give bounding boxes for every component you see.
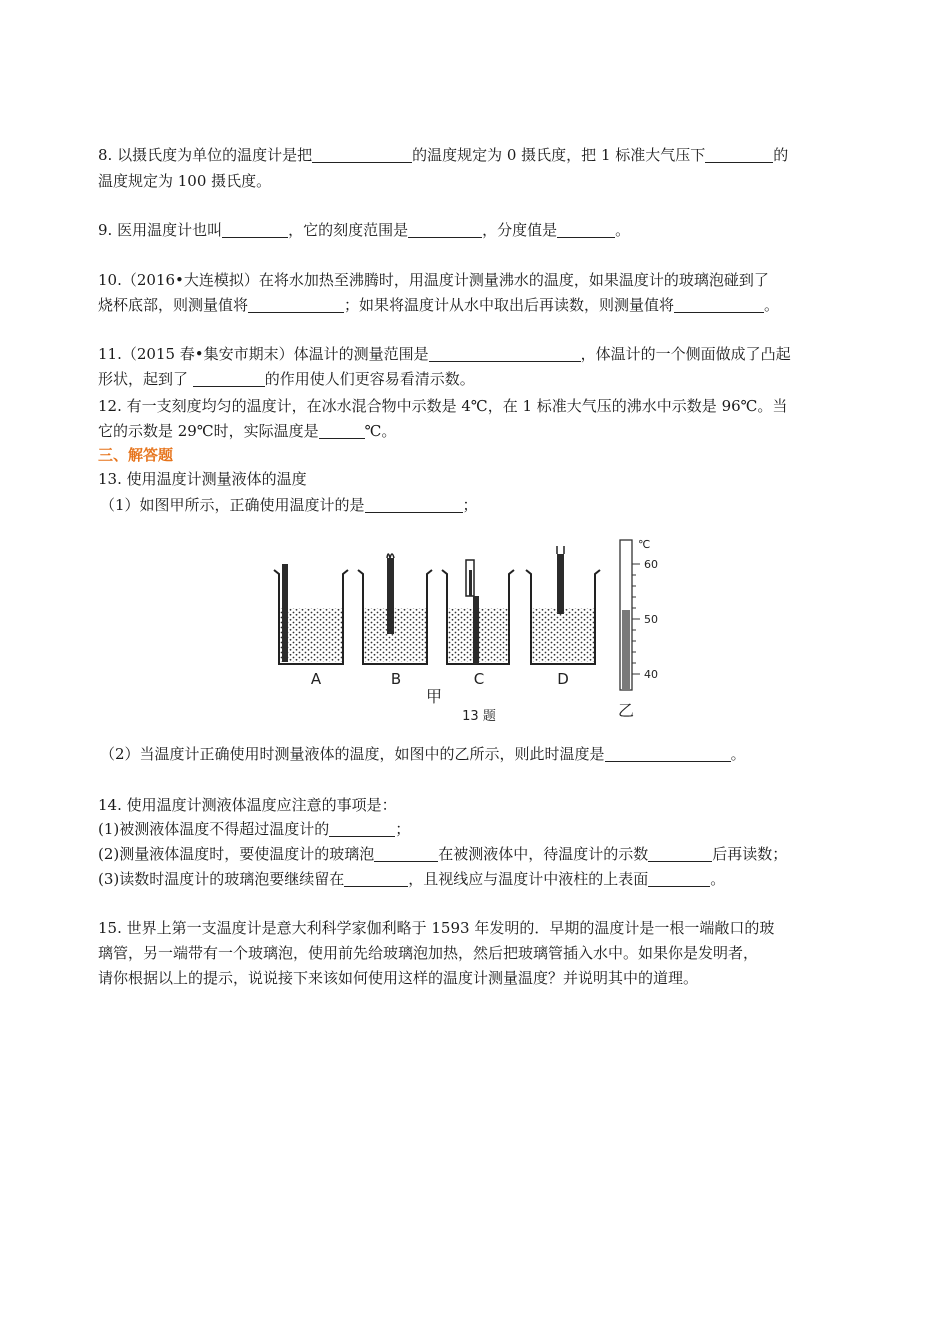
q11-text-a: 11.（2015 春•集安市期末）体温计的测量范围是: [98, 345, 429, 363]
q13-part-1: [100, 495, 478, 515]
q14-blank-3[interactable]: [648, 845, 712, 862]
q12-text-c: ℃。: [364, 422, 397, 440]
q13-title: [98, 469, 307, 489]
q9-blank-3[interactable]: [557, 221, 615, 238]
q13-part-2: [100, 744, 746, 764]
thermometer-b: [387, 558, 394, 634]
q8-line-1: [98, 145, 788, 165]
q12-text-a: 12. 有一支刻度均匀的温度计，在冰水混合物中示数是 4℃，在 1 标准大气压的沸水中示数是 96℃。当: [98, 397, 788, 415]
q13-part2-text-a: （2）当温度计正确使用时测量液体的温度，如图中的乙所示，则此时温度是: [100, 745, 605, 763]
thermometer-a: [282, 564, 288, 662]
tick-60: 60: [644, 558, 658, 571]
q15-line-3: [98, 968, 698, 988]
beaker-a: [274, 564, 348, 664]
q13-part2-text-b: 。: [730, 745, 746, 763]
q14-title-text: 14. 使用温度计测液体温度应注意的事项是：: [98, 796, 397, 814]
q8-line-2: [98, 171, 271, 191]
q14-item2-text-a: (2)测量液体温度时，要使温度计的玻璃泡: [98, 845, 375, 863]
q13-part1-text-b: ；: [462, 496, 478, 514]
q14-item-1: [98, 819, 410, 839]
q14-blank-5[interactable]: [648, 870, 710, 887]
q10-line-1: [98, 270, 769, 290]
scale-unit: ℃: [638, 538, 651, 551]
q15-text-2: 璃管，另一端带有一个玻璃泡，使用前先给玻璃泡加热，然后把玻璃管插入水中。如果你是发明者，: [98, 944, 759, 962]
q9-blank-1[interactable]: [222, 221, 288, 238]
q11-text-d: 的作用使人们更容易看清示数。: [264, 370, 475, 388]
beaker-c: [442, 560, 514, 664]
tick-50: 50: [644, 613, 658, 626]
q10-text-b: 烧杯底部，则测量值将: [98, 296, 249, 314]
q14-item-3: [98, 869, 725, 889]
label-a: A: [310, 670, 322, 688]
label-yi: 乙: [617, 701, 635, 720]
label-c: C: [473, 670, 485, 688]
q10-text-a: 10.（2016•大连模拟）在将水加热至沸腾时，用温度计测量沸水的温度，如果温度计的玻璃泡碰到了: [98, 271, 769, 289]
thermometer-yi: [620, 538, 658, 690]
thermometer-figure: [268, 536, 678, 730]
q14-title: [98, 795, 397, 815]
q13-part1-text-a: （1）如图甲所示，正确使用温度计的是: [100, 496, 365, 514]
q14-item3-text-c: 。: [710, 870, 726, 888]
q9-text-c: ，分度值是: [482, 221, 558, 239]
q8-blank-1[interactable]: [312, 146, 412, 163]
q11-blank-1[interactable]: [429, 345, 581, 362]
q14-blank-1[interactable]: [329, 820, 395, 837]
q15-line-2: [98, 943, 758, 963]
q14-item1-text-a: (1)被测液体温度不得超过温度计的: [98, 820, 330, 838]
q14-item3-text-a: (3)读数时温度计的玻璃泡要继续留在: [98, 870, 345, 888]
q14-blank-2[interactable]: [374, 845, 438, 862]
label-jia: 甲: [425, 687, 443, 706]
q9-text-b: ，它的刻度范围是: [288, 221, 409, 239]
q10-blank-1[interactable]: [248, 296, 344, 313]
q13-title-text: 13. 使用温度计测量液体的温度: [98, 470, 307, 488]
label-d: D: [557, 670, 569, 688]
q12-line-2: [98, 421, 396, 441]
q11-line-1: [98, 344, 791, 364]
q12-blank-1[interactable]: [319, 422, 365, 439]
q12-text-b: 它的示数是 29℃时，实际温度是: [98, 422, 319, 440]
q15-text-3: 请你根据以上的提示，说说接下来该如何使用这样的温度计测量温度？并说明其中的道理。: [98, 969, 699, 987]
q8-text-a: 8. 以摄氏度为单位的温度计是把: [98, 146, 313, 164]
q10-text-c: ；如果将温度计从水中取出后再读数，则测量值将: [344, 296, 675, 314]
q12-line-1: [98, 396, 787, 416]
figure-caption: 13 题: [462, 709, 496, 724]
q8-text-b: 的温度规定为 0 摄氏度，把 1 标准大气压下: [412, 146, 706, 164]
q10-line-2: [98, 295, 779, 315]
q14-item-2: [98, 844, 787, 864]
q9-text-d: 。: [615, 221, 631, 239]
q10-text-d: 。: [764, 296, 780, 314]
q14-item3-text-b: ，且视线应与温度计中液柱的上表面: [408, 870, 649, 888]
q13-blank-1[interactable]: [365, 496, 463, 513]
q14-item2-text-b: 在被测液体中，待温度计的示数: [438, 845, 649, 863]
q14-blank-4[interactable]: [344, 870, 408, 887]
q9-text-a: 9. 医用温度计也叫: [98, 221, 223, 239]
thermometer-c: [473, 596, 479, 664]
section-heading: 三、解答题: [98, 446, 174, 464]
q8-text-c: 的: [773, 146, 789, 164]
q9-blank-2[interactable]: [408, 221, 482, 238]
q13-blank-2[interactable]: [605, 745, 731, 762]
thermometer-d: [557, 554, 564, 614]
q11-text-b: ，体温计的一个侧面做成了凸起: [580, 345, 791, 363]
beaker-d: [526, 546, 600, 664]
q10-blank-2[interactable]: [674, 296, 764, 313]
liquid-column: [622, 610, 630, 690]
tick-40: 40: [644, 668, 658, 681]
q15-line-1: [98, 918, 774, 938]
label-b: B: [390, 670, 402, 688]
q11-text-c: 形状，起到了: [98, 370, 193, 388]
q9-line: [98, 220, 630, 240]
q11-line-2: [98, 369, 475, 389]
q11-blank-2[interactable]: [193, 370, 265, 387]
q8-blank-2[interactable]: [705, 146, 773, 163]
q8-text-d: 温度规定为 100 摄氏度。: [98, 172, 272, 190]
q14-item1-text-b: ；: [395, 820, 411, 838]
beaker-b: [358, 554, 432, 664]
q14-item2-text-c: 后再读数；: [712, 845, 788, 863]
q15-text-1: 15. 世界上第一支温度计是意大利科学家伽利略于 1593 年发明的．早期的温度计是一根一端敞口的玻: [98, 919, 775, 937]
